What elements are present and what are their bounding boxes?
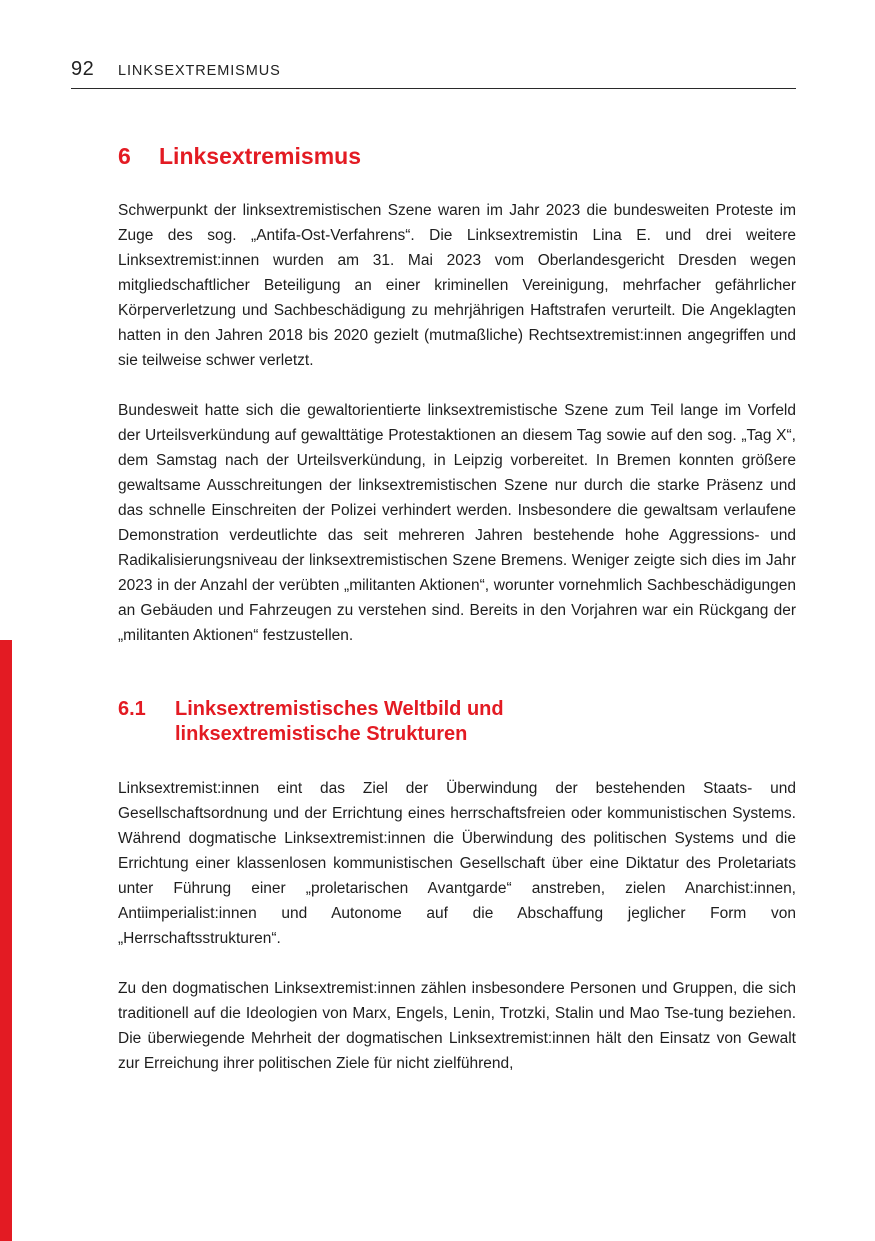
page-header [71,56,796,89]
section-title-line-2: linksextremistische Strukturen [175,723,468,745]
page-number: 92 [71,58,95,80]
paragraph-3: Linksextremist:innen eint das Ziel der Überwindung der bestehenden Staats- und Gesellschaftsordnung und der Errichtung eines herrschaftsfreien oder kommunistischen Systems. Während dogmatische Linksextremist:innen die Überwindung des politischen Systems und die Errichtung einer klassenlosen kommunistischen Gesellschaft über eine Diktatur des Proletariats unter Führung einer „proletarischen Avantgarde“ anstreben, zielen Anarchist:innen, Antiimperialist:innen und Autonome auf die Abschaffung jeglicher Form von „Herrschaftsstrukturen“. [118,780,796,947]
chapter-number: 6 [118,143,131,169]
section-title [175,697,504,747]
chapter-edge-marker [0,640,12,1241]
running-head: LINKSEXTREMISMUS [118,63,281,79]
section-number: 6.1 [118,698,146,720]
page-content [118,140,796,1076]
paragraph-1: Schwerpunkt der linksextremistischen Szene waren im Jahr 2023 die bundesweiten Proteste im Zuge des sog. „Antifa-Ost-Verfahrens“. Die Linksextremistin Lina E. und drei weitere Linksextremist:innen wurden am 31. Mai 2023 vom Oberlandesgericht Dresden wegen mitgliedschaftlicher Beteiligung an einer kriminellen Vereinigung, mehrfacher gefährlicher Körperverletzung und Sachbeschädigung zu mehrjährigen Haftstrafen verurteilt. Die Angeklagten hatten in den Jahren 2018 bis 2020 gezielt (mutmaßliche) Rechtsextremist:innen angegriffen und sie teilweise schwer verletzt. [118,202,796,369]
paragraph-2: Bundesweit hatte sich die gewaltorientierte linksextremistische Szene zum Teil lange im Vorfeld der Urteilsverkündung auf gewalttätige Protestaktionen an diesem Tag sowie auf den sog. „Tag X“, dem Samstag nach der Urteilsverkündung, in Leipzig vorbereitet. In Bremen konnten größere gewaltsame Ausschreitungen der linksextremistischen Szene nur durch die starke Präsenz und das schnelle Einschreiten der Polizei verhindert werden. Insbesondere die gewaltsam verlaufene Demonstration verdeutlichte das seit mehreren Jahren bestehende hohe Aggressions- und Radikalisierungsniveau der linksextremistischen Szene Bremens. Weniger zeigte sich dies im Jahr 2023 in der Anzahl der verübten „militanten Aktionen“, worunter vornehmlich Sachbeschädigungen an Gebäuden und Fahrzeugen zu verstehen sind. Bereits in den Vorjahren war ein Rückgang der „militanten Aktionen“ festzustellen. [118,402,796,644]
section-title-line-1: Linksextremistisches Weltbild und [175,698,504,720]
chapter-title: Linksextremismus [159,143,361,169]
paragraph-4: Zu den dogmatischen Linksextremist:innen zählen insbesondere Personen und Gruppen, die sich traditionell auf die Ideologien von Marx, Engels, Lenin, Trotzki, Stalin und Mao Tse-tung beziehen. Die überwiegende Mehrheit der dogmatischen Linksextremist:innen hält den Einsatz von Gewalt zur Erreichung ihrer politischen Ziele für nicht zielführend, [118,980,796,1072]
chapter-heading [118,140,796,172]
section-heading [118,697,796,747]
